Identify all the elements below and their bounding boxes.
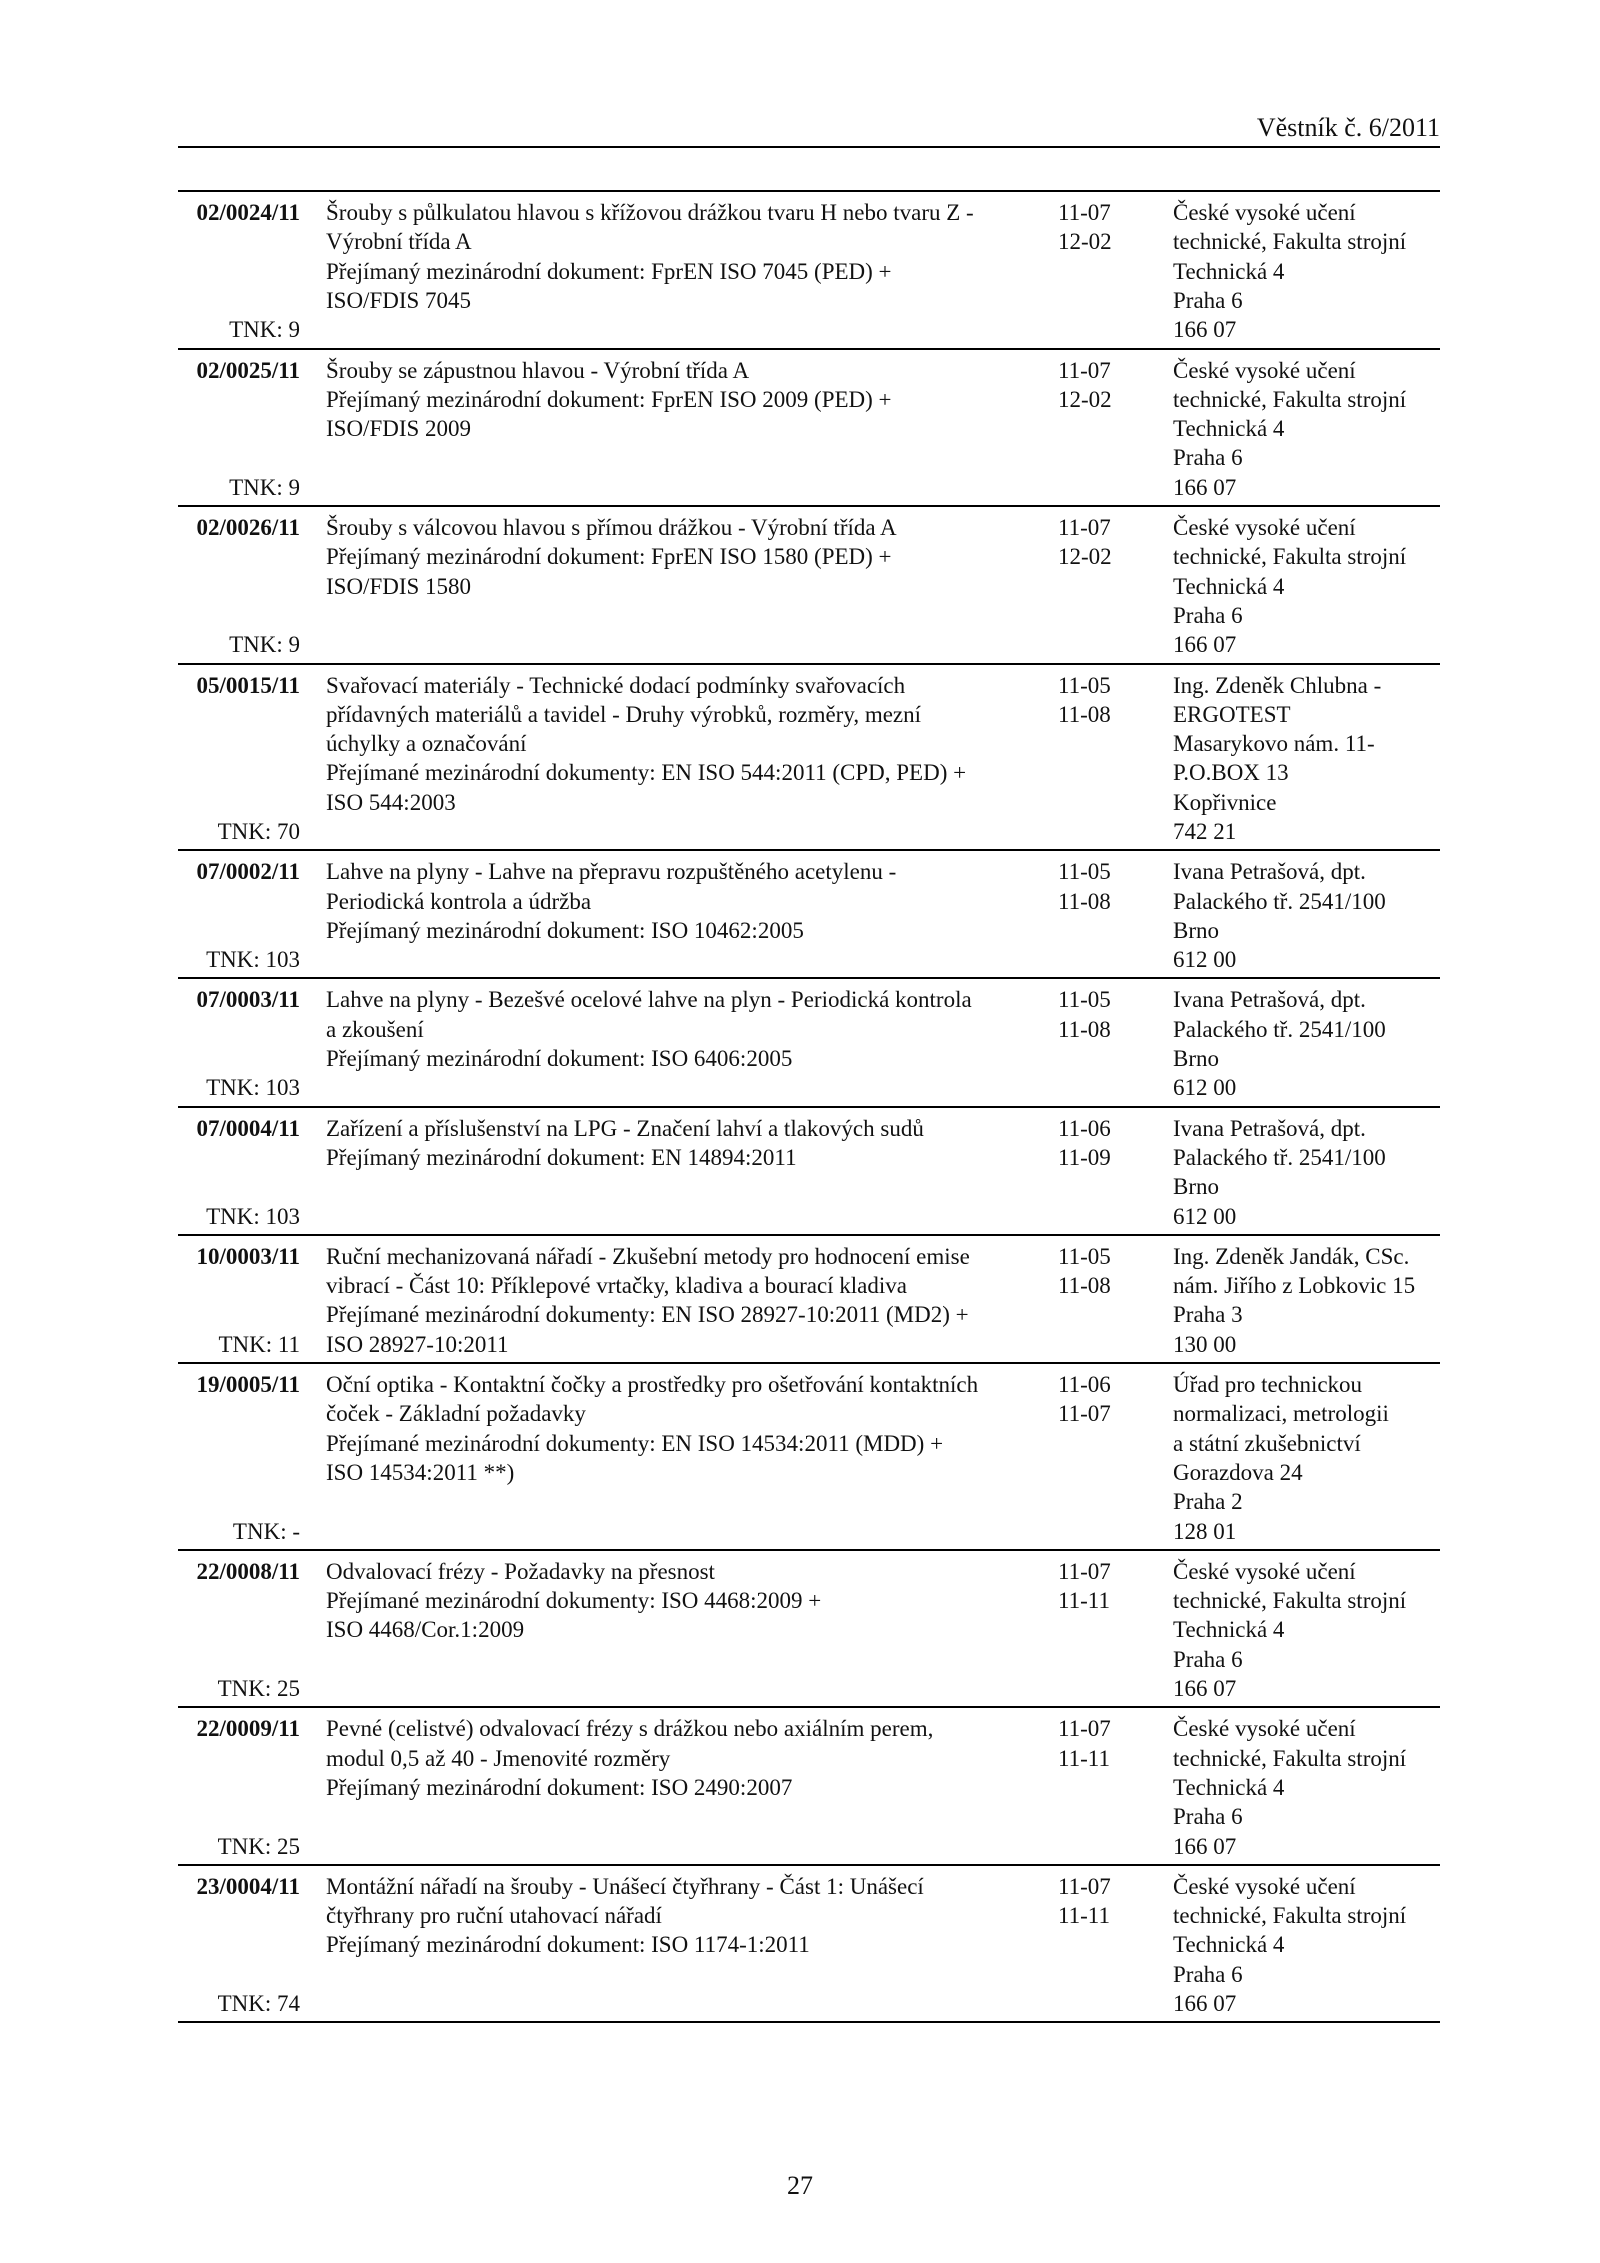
title-cell — [326, 671, 1016, 817]
title-line: Zařízení a příslušenství na LPG - Značení lahví a tlakových sudů — [326, 1115, 924, 1141]
page-header — [178, 112, 1440, 148]
date-line: 11-07 — [1058, 1873, 1111, 1899]
organization-line: České vysoké učení — [1173, 1873, 1356, 1899]
title-line: čoček - Základní požadavky — [326, 1401, 586, 1427]
standard-number: 07/0004/11 — [196, 1115, 300, 1141]
title-line: Přejímaný mezinárodní dokument: ISO 10462:2005 — [326, 917, 804, 943]
tnk-label: TNK: 25 — [217, 1833, 300, 1859]
standard-number: 07/0003/11 — [196, 987, 300, 1013]
title-cell — [326, 985, 1016, 1073]
title-cell — [326, 1242, 1016, 1359]
journal-title: Věstník č. 6/2011 — [1256, 113, 1440, 142]
organization-line: Ivana Petrašová, dpt. — [1173, 859, 1366, 885]
title-line: úchylky a označování — [326, 731, 527, 757]
identifier-cell — [178, 356, 300, 503]
title-line: ISO 28927-10:2011 — [326, 1331, 509, 1357]
organization-cell — [1173, 1714, 1440, 1860]
tnk-label: TNK: 11 — [218, 1331, 300, 1357]
table-row — [178, 1551, 1440, 1709]
organization-line: normalizaci, metrologii — [1173, 1401, 1389, 1427]
organization-line: Ivana Petrašová, dpt. — [1173, 1115, 1366, 1141]
title-cell — [326, 1370, 1016, 1487]
identifier-cell — [178, 1872, 300, 2019]
title-line: Přejímané mezinárodní dokumenty: EN ISO 544:2011 (CPD, PED) + — [326, 760, 967, 786]
organization-line: České vysoké učení — [1173, 1716, 1356, 1742]
organization-line: Praha 6 — [1173, 287, 1243, 313]
title-cell — [326, 857, 1016, 945]
organization-line: ERGOTEST — [1173, 701, 1291, 727]
organization-line: 612 00 — [1173, 947, 1237, 973]
date-line: 11-07 — [1058, 1558, 1111, 1584]
identifier-cell — [178, 985, 300, 1102]
organization-line: nám. Jiřího z Lobkovic 15 — [1173, 1273, 1416, 1299]
organization-line: Technická 4 — [1173, 258, 1285, 284]
title-line: Šrouby s válcovou hlavou s přímou drážkou - Výrobní třída A — [326, 515, 897, 540]
standard-number: 23/0004/11 — [196, 1873, 300, 1899]
identifier-cell — [178, 1114, 300, 1231]
organization-line: 166 07 — [1173, 474, 1237, 500]
organization-line: 166 07 — [1173, 632, 1237, 658]
organization-line: České vysoké učení — [1173, 357, 1356, 383]
organization-line: Brno — [1173, 917, 1219, 943]
organization-line: Palackého tř. 2541/100 — [1173, 1144, 1386, 1170]
dates-cell — [1058, 1872, 1138, 1931]
title-line: Přejímaný mezinárodní dokument: EN 14894:2011 — [326, 1144, 797, 1170]
date-line: 11-07 — [1058, 515, 1111, 540]
organization-line: 130 00 — [1173, 1331, 1237, 1357]
organization-line: Úřad pro technickou — [1173, 1372, 1363, 1398]
organization-line: Ing. Zdeněk Chlubna - — [1173, 672, 1382, 698]
standard-number: 22/0009/11 — [196, 1716, 300, 1742]
organization-line: 166 07 — [1173, 1676, 1237, 1702]
tnk-label: TNK: 74 — [217, 1991, 300, 2017]
date-line: 11-07 — [1058, 1716, 1111, 1742]
identifier-cell — [178, 671, 300, 847]
organization-line: technické, Fakulta strojní — [1173, 229, 1407, 255]
organization-line: Palackého tř. 2541/100 — [1173, 888, 1386, 914]
organization-line: Technická 4 — [1173, 1774, 1285, 1800]
tnk-label: TNK: 9 — [229, 317, 300, 343]
table-row — [178, 1708, 1440, 1866]
title-line: Přejímané mezinárodní dokumenty: EN ISO 14534:2011 (MDD) + — [326, 1430, 944, 1456]
title-line: Přejímaný mezinárodní dokument: ISO 6406:2005 — [326, 1046, 793, 1072]
title-cell — [326, 198, 1016, 315]
title-line: Přejímaný mezinárodní dokument: FprEN ISO 7045 (PED) + — [326, 258, 892, 284]
organization-cell — [1173, 1242, 1440, 1359]
date-line: 11-05 — [1058, 987, 1111, 1013]
organization-line: České vysoké učení — [1173, 1558, 1356, 1584]
organization-line: 742 21 — [1173, 818, 1237, 844]
organization-cell — [1173, 1114, 1440, 1231]
standard-number: 02/0024/11 — [196, 200, 300, 225]
identifier-cell — [178, 1370, 300, 1546]
date-line: 12-02 — [1058, 386, 1112, 412]
identifier-cell — [178, 857, 300, 974]
table-row — [178, 1108, 1440, 1236]
organization-line: Praha 6 — [1173, 602, 1243, 628]
title-line: Ruční mechanizovaná nářadí - Zkušební metody pro hodnocení emise — [326, 1243, 970, 1269]
title-cell — [326, 1872, 1016, 1960]
tnk-label: TNK: 9 — [229, 632, 300, 658]
organization-line: 166 07 — [1173, 1991, 1237, 2017]
date-line: 12-02 — [1058, 229, 1112, 255]
organization-line: Praha 6 — [1173, 1961, 1243, 1987]
organization-line: Praha 3 — [1173, 1302, 1243, 1328]
title-line: ISO 544:2003 — [326, 789, 456, 815]
title-line: čtyřhrany pro ruční utahovací nářadí — [326, 1903, 662, 1929]
date-line: 11-06 — [1058, 1372, 1111, 1398]
title-line: ISO 14534:2011 **) — [326, 1459, 515, 1485]
title-line: Přejímaný mezinárodní dokument: FprEN ISO 1580 (PED) + — [326, 544, 892, 570]
organization-line: Ing. Zdeněk Jandák, CSc. — [1173, 1243, 1410, 1269]
date-line: 11-11 — [1058, 1588, 1110, 1614]
title-line: Oční optika - Kontaktní čočky a prostředky pro ošetřování kontaktních — [326, 1372, 979, 1398]
organization-line: Technická 4 — [1173, 1932, 1285, 1958]
date-line: 11-05 — [1058, 672, 1111, 698]
organization-line: 128 01 — [1173, 1518, 1237, 1544]
organization-cell — [1173, 513, 1440, 659]
standard-number: 05/0015/11 — [196, 672, 300, 698]
standard-number: 22/0008/11 — [196, 1558, 300, 1584]
organization-line: Praha 6 — [1173, 1804, 1243, 1830]
title-line: modul 0,5 až 40 - Jmenovité rozměry — [326, 1745, 671, 1771]
date-line: 11-08 — [1058, 1273, 1111, 1299]
organization-line: technické, Fakulta strojní — [1173, 1588, 1407, 1614]
table-row — [178, 507, 1440, 665]
date-line: 12-02 — [1058, 544, 1112, 570]
date-line: 11-09 — [1058, 1144, 1111, 1170]
organization-cell — [1173, 1370, 1440, 1546]
organization-line: technické, Fakulta strojní — [1173, 1745, 1407, 1771]
identifier-cell — [178, 1714, 300, 1861]
organization-line: 166 07 — [1173, 317, 1237, 343]
date-line: 11-07 — [1058, 200, 1111, 225]
date-line: 11-08 — [1058, 888, 1111, 914]
identifier-cell — [178, 198, 300, 345]
title-line: Lahve na plyny - Lahve na přepravu rozpuštěného acetylenu - — [326, 859, 897, 885]
title-line: ISO/FDIS 1580 — [326, 573, 472, 599]
title-line: Přejímané mezinárodní dokumenty: EN ISO 28927-10:2011 (MD2) + — [326, 1302, 969, 1328]
dates-cell — [1058, 857, 1138, 916]
organization-line: technické, Fakulta strojní — [1173, 386, 1407, 412]
title-line: ISO 4468/Cor.1:2009 — [326, 1617, 525, 1643]
organization-line: Praha 6 — [1173, 1646, 1243, 1672]
title-line: vibrací - Část 10: Příklepové vrtačky, kladiva a bourací kladiva — [326, 1273, 907, 1299]
dates-cell — [1058, 1242, 1138, 1301]
dates-cell — [1058, 671, 1138, 730]
organization-cell — [1173, 1872, 1440, 2018]
organization-cell — [1173, 985, 1440, 1102]
title-cell — [326, 356, 1016, 444]
table-row — [178, 1364, 1440, 1551]
title-line: ISO/FDIS 2009 — [326, 416, 472, 442]
table-row — [178, 1866, 1440, 2024]
dates-cell — [1058, 198, 1138, 257]
date-line: 11-05 — [1058, 859, 1111, 885]
organization-line: 612 00 — [1173, 1075, 1237, 1101]
date-line: 11-06 — [1058, 1115, 1111, 1141]
title-line: Přejímaný mezinárodní dokument: ISO 2490:2007 — [326, 1774, 793, 1800]
table-row — [178, 350, 1440, 508]
identifier-cell — [178, 1557, 300, 1704]
standard-number: 19/0005/11 — [196, 1372, 300, 1398]
title-line: přídavných materiálů a tavidel - Druhy výrobků, rozměry, mezní — [326, 701, 922, 727]
title-line: Periodická kontrola a údržba — [326, 888, 592, 914]
title-cell — [326, 1714, 1016, 1802]
date-line: 11-11 — [1058, 1745, 1110, 1771]
title-line: a zkoušení — [326, 1016, 424, 1042]
tnk-label: TNK: 103 — [206, 1203, 300, 1229]
organization-line: Brno — [1173, 1046, 1219, 1072]
table-row — [178, 851, 1440, 979]
tnk-label: TNK: - — [232, 1518, 300, 1544]
title-line: Montážní nářadí na šrouby - Unášecí čtyřhrany - Část 1: Unášecí — [326, 1873, 924, 1899]
organization-line: 166 07 — [1173, 1833, 1237, 1859]
date-line: 11-05 — [1058, 1243, 1111, 1269]
organization-line: Praha 6 — [1173, 445, 1243, 471]
dates-cell — [1058, 1714, 1138, 1773]
organization-line: Ivana Petrašová, dpt. — [1173, 987, 1366, 1013]
tnk-label: TNK: 25 — [217, 1676, 300, 1702]
standards-table — [178, 190, 1440, 2023]
title-line: Přejímaný mezinárodní dokument: FprEN ISO 2009 (PED) + — [326, 386, 892, 412]
identifier-cell — [178, 1242, 300, 1359]
organization-cell — [1173, 671, 1440, 847]
page-number: 27 — [787, 2171, 813, 2200]
organization-cell — [1173, 356, 1440, 502]
organization-line: Technická 4 — [1173, 416, 1285, 442]
date-line: 11-07 — [1058, 1401, 1111, 1427]
date-line: 11-08 — [1058, 701, 1111, 727]
title-line: Přejímané mezinárodní dokumenty: ISO 4468:2009 + — [326, 1588, 822, 1614]
organization-cell — [1173, 198, 1440, 344]
title-line: Výrobní třída A — [326, 229, 472, 255]
title-line: Svařovací materiály - Technické dodací podmínky svařovacích — [326, 672, 906, 698]
organization-line: technické, Fakulta strojní — [1173, 544, 1407, 570]
dates-cell — [1058, 985, 1138, 1044]
organization-cell — [1173, 857, 1440, 974]
organization-line: technické, Fakulta strojní — [1173, 1903, 1407, 1929]
dates-cell — [1058, 1114, 1138, 1173]
organization-line: 612 00 — [1173, 1203, 1237, 1229]
title-cell — [326, 1114, 1016, 1173]
date-line: 11-11 — [1058, 1903, 1110, 1929]
dates-cell — [1058, 1557, 1138, 1616]
date-line: 11-07 — [1058, 357, 1111, 383]
table-row — [178, 192, 1440, 350]
organization-line: Kopřivnice — [1173, 789, 1277, 815]
standard-number: 10/0003/11 — [196, 1243, 300, 1269]
organization-line: P.O.BOX 13 — [1173, 760, 1289, 786]
title-line: Šrouby s půlkulatou hlavou s křížovou drážkou tvaru H nebo tvaru Z - — [326, 200, 974, 225]
date-line: 11-08 — [1058, 1016, 1111, 1042]
standard-number: 02/0026/11 — [196, 515, 300, 540]
table-row — [178, 665, 1440, 852]
identifier-cell — [178, 513, 300, 660]
organization-cell — [1173, 1557, 1440, 1703]
organization-line: a státní zkušebnictví — [1173, 1430, 1361, 1456]
title-line: Lahve na plyny - Bezešvé ocelové lahve na plyn - Periodická kontrola — [326, 987, 972, 1013]
standard-number: 02/0025/11 — [196, 357, 300, 383]
title-line: Přejímaný mezinárodní dokument: ISO 1174-1:2011 — [326, 1932, 810, 1958]
title-line: ISO/FDIS 7045 — [326, 287, 472, 313]
dates-cell — [1058, 1370, 1138, 1429]
title-line: Odvalovací frézy - Požadavky na přesnost — [326, 1558, 715, 1584]
title-line: Pevné (celistvé) odvalovací frézy s drážkou nebo axiálním perem, — [326, 1716, 934, 1742]
organization-line: České vysoké učení — [1173, 200, 1356, 225]
organization-line: Gorazdova 24 — [1173, 1459, 1303, 1485]
organization-line: Brno — [1173, 1174, 1219, 1200]
tnk-label: TNK: 70 — [217, 819, 300, 844]
organization-line: Masarykovo nám. 11- — [1173, 731, 1375, 757]
organization-line: České vysoké učení — [1173, 515, 1356, 540]
title-line: Šrouby se zápustnou hlavou - Výrobní třída A — [326, 357, 750, 383]
organization-line: Palackého tř. 2541/100 — [1173, 1016, 1386, 1042]
organization-line: Technická 4 — [1173, 573, 1285, 599]
title-cell — [326, 1557, 1016, 1645]
table-row — [178, 1236, 1440, 1364]
standard-number: 07/0002/11 — [196, 859, 300, 885]
tnk-label: TNK: 103 — [206, 947, 300, 973]
title-cell — [326, 513, 1016, 601]
dates-cell — [1058, 513, 1138, 572]
tnk-label: TNK: 103 — [206, 1075, 300, 1101]
dates-cell — [1058, 356, 1138, 415]
organization-line: Praha 2 — [1173, 1489, 1243, 1515]
organization-line: Technická 4 — [1173, 1617, 1285, 1643]
table-row — [178, 979, 1440, 1107]
tnk-label: TNK: 9 — [229, 474, 300, 500]
